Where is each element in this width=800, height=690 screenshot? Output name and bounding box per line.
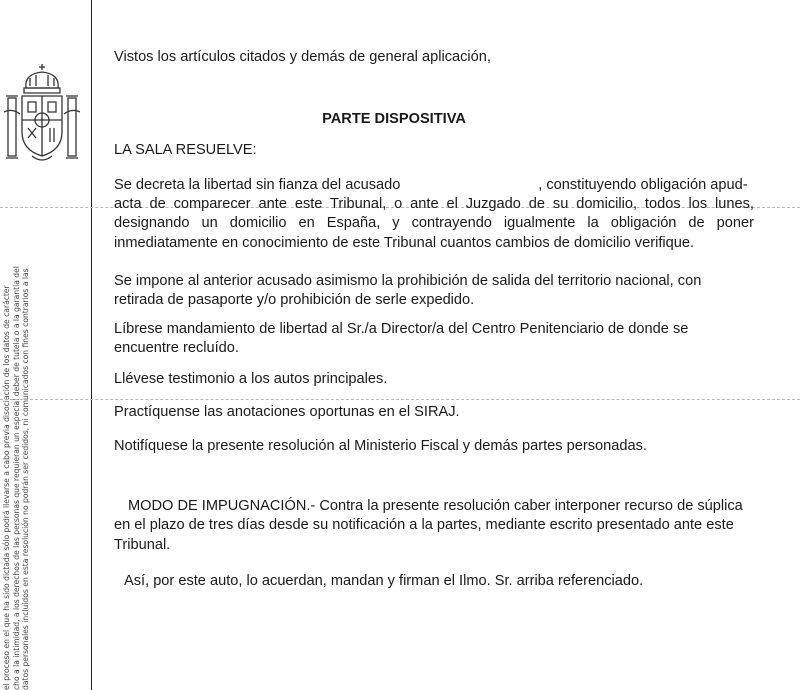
paragraph-testimonio: Llévese testimonio a los autos principales. xyxy=(114,371,388,387)
intro-paragraph: Vistos los artículos citados y demás de general aplicación, xyxy=(114,49,491,65)
scan-artifact-line xyxy=(0,399,800,401)
paragraph-cierre: Así, por este auto, lo acuerdan, mandan y firman el Ilmo. Sr. arriba referenciado. xyxy=(124,573,644,589)
coat-of-arms-icon xyxy=(4,62,80,172)
side-margin-note xyxy=(2,190,52,690)
sala-line: LA SALA RESUELVE: xyxy=(114,142,257,158)
paragraph-libertad-line1: Se decreta la libertad sin fianza del acusado , constituyendo obligación apud- xyxy=(114,177,748,193)
side-note-line: cho a la intimidad, a los derechos de las personas que requieran un especial deber de tutela o a la garantía del xyxy=(11,266,21,690)
paragraph-mandamiento: Líbrese mandamiento de libertad al Sr./a Director/a del Centro Penitenciario de donde se encuentre recluído. xyxy=(114,321,689,357)
paragraph-anotaciones: Practíquense las anotaciones oportunas en el SIRAJ. xyxy=(114,404,460,420)
side-note-line: el proceso en el que ha sido dictada sólo podrá llevarse a cabo previa disociación de los datos de carácter xyxy=(2,285,11,690)
section-heading: PARTE DISPOSITIVA xyxy=(322,111,466,127)
paragraph-prohibicion: Se impone al anterior acusado asimismo la prohibición de salida del territorio nacional, con retirada de pasaporte y/o prohibición de serle expedido. xyxy=(114,273,702,309)
paragraph-notificacion: Notifíquese la presente resolución al Ministerio Fiscal y demás partes personadas. xyxy=(114,438,647,454)
paragraph-libertad: acta de comparecer ante este Tribunal, o ante el Juzgado de su domicilio, todos los lunes, designando un domicilio en España, y contrayendo igualmente la obligación de poner inmediatamente en conocimiento de este Tribunal cuantos cambios de domicilio verifique. xyxy=(114,196,754,251)
paragraph-impugnacion: MODO DE IMPUGNACIÓN.- Contra la presente resolución caber interponer recurso de súplica en el plazo de tres días desde su notificación a la partes, mediante escrito presentado ante este Tribunal. xyxy=(114,498,743,553)
side-note-line: datos personales incluidos en esta resolución no podrán ser cedidos, ni comunicados con fines contrarios a las xyxy=(21,268,30,690)
margin-rule xyxy=(91,0,92,690)
